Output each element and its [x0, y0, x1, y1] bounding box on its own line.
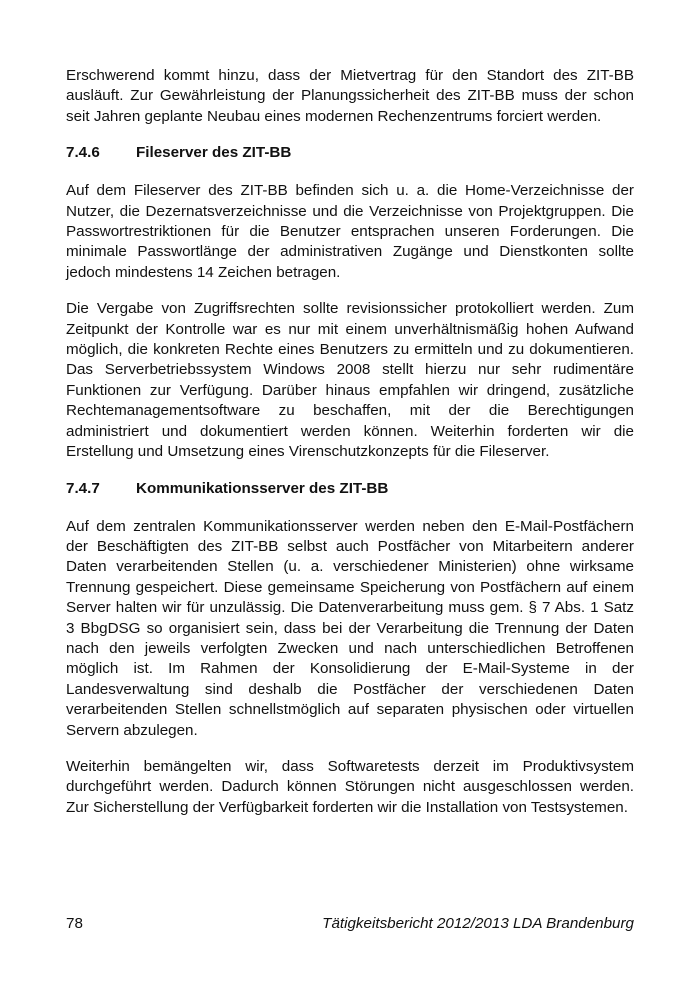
- page-number: 78: [66, 915, 83, 932]
- section-heading-fileserver: [66, 143, 634, 163]
- publication-title: Tätigkeitsbericht 2012/2013 LDA Brandenburg: [322, 915, 634, 932]
- section-number: 7.4.7: [66, 479, 100, 497]
- document-page: [66, 66, 634, 834]
- section-title: Fileserver des ZIT-BB: [136, 144, 292, 162]
- section-number: 7.4.6: [66, 144, 100, 162]
- section-title: Kommunikationsserver des ZIT-BB: [136, 479, 389, 497]
- section-heading-kommunikationsserver: [66, 479, 634, 499]
- fileserver-paragraph-2: Die Vergabe von Zugriffsrechten sollte revisionssicher protokolliert werden. Zum Zeitpunkt der Kontrolle war es nur mit einem unverhältnismäßig hohen Aufwand möglich, die konkreten Rechte eines Benutzers zu ermitteln und zu dokumentieren. Das Serverbetriebssystem Windows 2008 stellt hierzu nur sehr rudimentäre Funktionen zur Verfügung. Darüber hinaus empfahlen wir dringend, zusätzliche Rechtemanagementsoftware zu beschaffen, mit der die Berechtigungen administriert und dokumentiert werden können. Weiterhin forderten wir die Erstellung und Umsetzung eines Virenschutzkonzepts für die Fileserver.: [66, 300, 634, 461]
- kommunikationsserver-paragraph-1: Auf dem zentralen Kommunikationsserver werden neben den E-Mail-Postfächern der Beschäftigten des ZIT-BB selbst auch Postfächer von Mitarbeitern anderer Daten verarbeitenden Stellen (u. a. verschiedener Ministerien) ohne wirksame Trennung gespeichert. Diese gemeinsame Speicherung von Postfächern auf einem Server halten wir für unzulässig. Die Datenverarbeitung muss gem. § 7 Abs. 1 Satz 3 BbgDSG so organisiert sein, dass bei der Verarbeitung die Trennung der Daten nach den jeweils verfolgten Zwecken und nach unterschiedlichen Betroffenen möglich ist. Im Rahmen der Konsolidierung der E-Mail-Systeme in der Landesverwaltung sind deshalb die Postfächer der verschiedenen Daten verarbeitenden Stellen schnellstmöglich auf separaten physischen oder virtuellen Servern abzulegen.: [66, 517, 634, 739]
- fileserver-paragraph-1: Auf dem Fileserver des ZIT-BB befinden sich u. a. die Home-Verzeichnisse der Nutzer, die Dezernatsverzeichnisse und die Verzeichnisse von Projektgruppen. Die Passwortrestriktionen für die Benutzer entsprachen unseren Forderungen. Die minimale Passwortlänge der administrativen Zugänge und Dienstkonten sollte jedoch mindestens 14 Zeichen betragen.: [66, 182, 634, 281]
- intro-paragraph: Erschwerend kommt hinzu, dass der Mietvertrag für den Standort des ZIT-BB ausläuft. Zur Gewährleistung der Planungssicherheit des ZIT-BB muss der schon seit Jahren geplante Neubau eines modernen Rechenzentrums forciert werden.: [66, 67, 634, 125]
- kommunikationsserver-paragraph-2: Weiterhin bemängelten wir, dass Softwaretests derzeit im Produktivsystem durchgeführt werden. Dadurch können Störungen nicht ausgeschlossen werden. Zur Sicherstellung der Verfügbarkeit forderten wir die Installation von Testsystemen.: [66, 757, 634, 816]
- page-footer: [66, 914, 634, 934]
